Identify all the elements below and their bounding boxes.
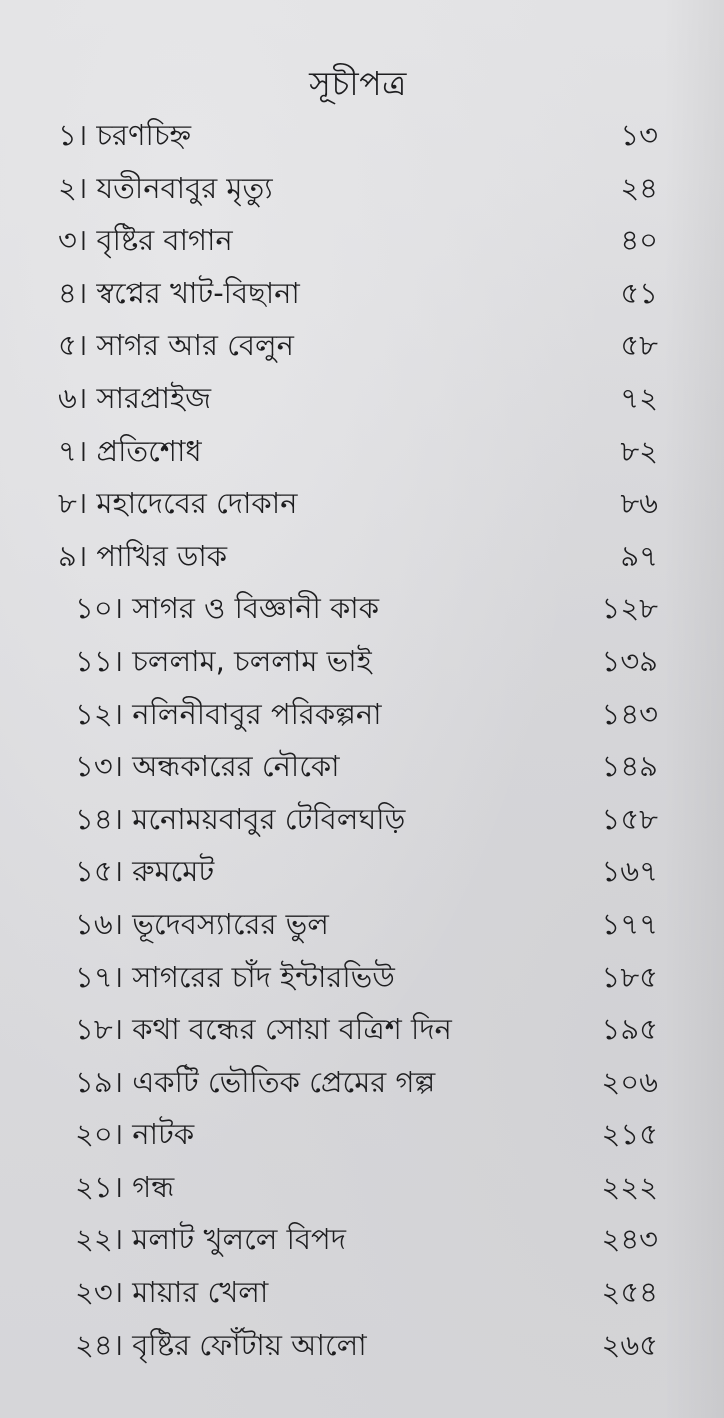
contents-heading <box>0 62 724 106</box>
toc-entry-title: ২৩। মায়ার খেলা <box>75 1275 269 1310</box>
toc-entry-page-number: ২১৫ <box>601 1117 658 1152</box>
toc-entry-title: ১৩। অন্ধকারের নৌকো <box>75 749 340 784</box>
toc-entry-title: ২। যতীনবাবুর মৃত্যু <box>58 170 273 205</box>
toc-entry <box>0 530 724 583</box>
toc-entry-page-number: ২০৬ <box>601 1064 658 1099</box>
toc-entry-title: ৮। মহাদেবের দোকান <box>58 486 298 521</box>
toc-entry <box>0 898 724 951</box>
toc-entry-title: ৫। সাগর আর বেলুন <box>58 328 294 363</box>
toc-entry-title: ৬। সারপ্রাইজ <box>58 380 212 415</box>
toc-entry-page-number: ৭২ <box>620 380 658 415</box>
toc-entry <box>0 425 724 478</box>
toc-entry <box>0 845 724 898</box>
toc-entry-title: ১৯। একটি ভৌতিক প্রেমের গল্প <box>75 1064 436 1099</box>
toc-entry-title: ১৭। সাগরের চাঁদ ইন্টারভিউ <box>75 959 395 994</box>
toc-entry-page-number: ১৩৯ <box>601 643 658 678</box>
toc-entry-page-number: ২৪৩ <box>601 1222 658 1257</box>
toc-entry <box>0 214 724 267</box>
toc-entry <box>0 1056 724 1109</box>
toc-entry-title: ১৪। মনোময়বাবুর টেবিলঘড়ি <box>75 801 406 836</box>
toc-entry <box>0 372 724 425</box>
toc-entry-title: ২০। নাটক <box>75 1117 195 1152</box>
toc-entry-title: ১৬। ভূদেবস্যারের ভুল <box>75 906 329 941</box>
toc-entry <box>0 162 724 215</box>
toc-entry-page-number: ৮২ <box>620 433 658 468</box>
toc-entry <box>0 582 724 635</box>
toc-entry-page-number: ২২২ <box>601 1169 658 1204</box>
toc-entry-title: ৯। পাখির ডাক <box>58 538 228 573</box>
toc-entry <box>0 688 724 741</box>
toc-entry <box>0 319 724 372</box>
toc-entry <box>0 1161 724 1214</box>
toc-entry <box>0 109 724 162</box>
toc-entry-title: ১১। চললাম, চললাম ভাই <box>75 643 372 678</box>
toc-entry-page-number: ৫৮ <box>620 328 658 363</box>
toc-entry-page-number: ১৩ <box>620 118 658 152</box>
toc-entry-title: ১৫। রুমমেট <box>75 854 215 889</box>
toc-entry-title: ২৪। বৃষ্টির ফোঁটায় আলো <box>75 1327 367 1362</box>
toc-entry-page-number: ১৫৮ <box>601 801 658 836</box>
toc-entry-title: ৩। বৃষ্টির বাগান <box>58 223 233 258</box>
toc-entry-title: ২১। গন্ধ <box>75 1169 175 1204</box>
toc-entry <box>0 1108 724 1161</box>
table-of-contents <box>0 109 724 1371</box>
toc-entry-page-number: ১৮৫ <box>601 959 658 994</box>
toc-entry-title: ৪। স্বপ্নের খাট-বিছানা <box>58 275 300 310</box>
toc-entry-page-number: ৯৭ <box>620 538 658 573</box>
toc-entry-title: ১০। সাগর ও বিজ্ঞানী কাক <box>75 591 379 626</box>
toc-entry <box>0 267 724 320</box>
contents-heading-text: সূচীপত্র <box>309 64 407 103</box>
toc-entry <box>0 793 724 846</box>
toc-entry-page-number: ৫১ <box>620 275 658 310</box>
toc-entry <box>0 740 724 793</box>
toc-entry <box>0 1266 724 1319</box>
toc-entry <box>0 1003 724 1056</box>
toc-entry-page-number: ১৪৩ <box>601 696 658 731</box>
toc-entry-page-number: ১৬৭ <box>601 854 658 889</box>
toc-entry-page-number: ২৫৪ <box>601 1275 658 1310</box>
toc-entry-page-number: ১৪৯ <box>601 749 658 784</box>
toc-entry-title: ১৮। কথা বন্ধের সোয়া বত্রিশ দিন <box>75 1012 452 1047</box>
toc-entry <box>0 1319 724 1372</box>
toc-entry-page-number: ৪০ <box>620 223 658 258</box>
toc-entry-page-number: ১৯৫ <box>601 1012 658 1047</box>
toc-entry <box>0 1213 724 1266</box>
toc-entry-title: ১২। নলিনীবাবুর পরিকল্পনা <box>75 696 382 731</box>
toc-entry-title: ৭। প্রতিশোধ <box>58 433 202 468</box>
toc-entry-page-number: ১২৮ <box>601 591 658 626</box>
toc-entry <box>0 951 724 1004</box>
toc-entry-page-number: ১৭৭ <box>601 906 658 941</box>
toc-entry-page-number: ৮৬ <box>620 486 658 521</box>
toc-entry <box>0 477 724 530</box>
toc-entry-title: ২২। মলাট খুললে বিপদ <box>75 1222 346 1257</box>
toc-entry-page-number: ২৪ <box>620 170 658 205</box>
toc-entry-page-number: ২৬৫ <box>601 1327 658 1362</box>
toc-entry <box>0 635 724 688</box>
toc-entry-title: ১। চরণচিহ্ন <box>58 118 192 152</box>
